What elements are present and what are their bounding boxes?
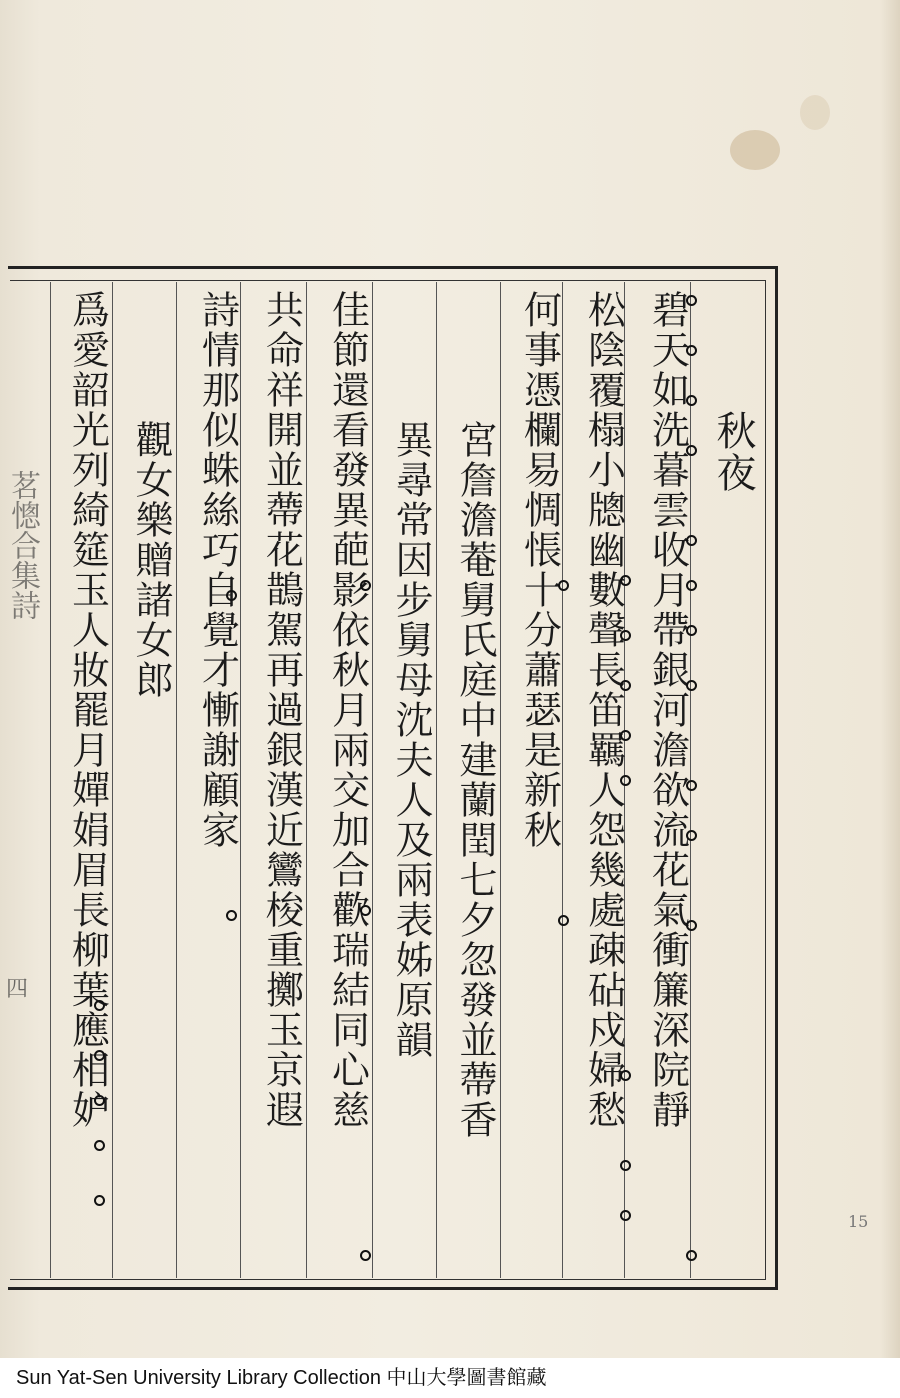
column-rule bbox=[112, 282, 113, 1278]
punctuation-mark bbox=[686, 395, 697, 406]
poem-line: 何事憑欄易惆悵十分蕭瑟是新秋 bbox=[517, 290, 562, 850]
column-rule bbox=[436, 282, 437, 1278]
poem-title: 宮詹澹菴舅氏庭中建蘭閏七夕忽發並蔕香 bbox=[453, 420, 497, 1140]
poem-line: 松陰覆榻小牕幽數聲長笛羈人怨幾處疎砧戍婦愁 bbox=[581, 290, 626, 1130]
poem-line: 共命祥開並蔕花鵲駕再過銀漢近鸞梭重擲玉京遐 bbox=[259, 290, 304, 1130]
punctuation-mark bbox=[686, 345, 697, 356]
punctuation-mark bbox=[686, 580, 697, 591]
punctuation-mark bbox=[94, 1140, 105, 1151]
punctuation-mark bbox=[686, 1250, 697, 1261]
column-rule bbox=[372, 282, 373, 1278]
punctuation-mark bbox=[226, 590, 237, 601]
folio-number: 四 bbox=[6, 977, 29, 1002]
punctuation-mark bbox=[620, 775, 631, 786]
poem-line: 佳節還看發異葩影依秋月兩交加合歡瑞結同心慈 bbox=[325, 290, 370, 1130]
column-rule bbox=[306, 282, 307, 1278]
punctuation-mark bbox=[620, 680, 631, 691]
punctuation-mark bbox=[686, 780, 697, 791]
column-rule bbox=[500, 282, 501, 1278]
punctuation-mark bbox=[686, 625, 697, 636]
column-rule bbox=[50, 282, 51, 1278]
punctuation-mark bbox=[620, 630, 631, 641]
column-rule bbox=[240, 282, 241, 1278]
punctuation-mark bbox=[686, 920, 697, 931]
spine-title: 茗憁合集詩 bbox=[5, 470, 40, 620]
punctuation-mark bbox=[686, 830, 697, 841]
punctuation-mark bbox=[620, 575, 631, 586]
punctuation-mark bbox=[226, 910, 237, 921]
column-rule bbox=[176, 282, 177, 1278]
pencil-note: 15 bbox=[848, 1212, 869, 1231]
punctuation-mark bbox=[620, 1070, 631, 1081]
column-rule bbox=[562, 282, 563, 1278]
poem-title: 秋夜 bbox=[710, 410, 756, 494]
punctuation-mark bbox=[686, 680, 697, 691]
punctuation-mark bbox=[360, 580, 371, 591]
stain bbox=[800, 95, 830, 130]
poem-line: 爲愛韶光列綺筵玉人妝罷月嬋娟眉長柳葉應相妒 bbox=[65, 290, 110, 1130]
collection-credit: Sun Yat-Sen University Library Collection 中山大學圖書館藏 bbox=[0, 1358, 900, 1398]
punctuation-mark bbox=[558, 580, 569, 591]
poem-subtitle: 異尋常因步舅母沈夫人及兩表姊原韻 bbox=[389, 420, 433, 1060]
poem-line: 碧天如洗暮雲收月帶銀河澹欲流花氣衝簾深院靜 bbox=[645, 290, 690, 1130]
punctuation-mark bbox=[94, 1000, 105, 1011]
punctuation-mark bbox=[686, 445, 697, 456]
punctuation-mark bbox=[686, 295, 697, 306]
poem-line: 詩情那似蛛絲巧自覺才慚謝顧家 bbox=[195, 290, 240, 850]
punctuation-mark bbox=[360, 1250, 371, 1261]
stain bbox=[730, 130, 780, 170]
punctuation-mark bbox=[558, 915, 569, 926]
punctuation-mark bbox=[620, 730, 631, 741]
punctuation-mark bbox=[94, 1050, 105, 1061]
punctuation-mark bbox=[686, 535, 697, 546]
poem-title: 觀女樂贈諸女郎 bbox=[129, 420, 173, 700]
punctuation-mark bbox=[94, 1195, 105, 1206]
punctuation-mark bbox=[620, 1160, 631, 1171]
punctuation-mark bbox=[620, 1210, 631, 1221]
punctuation-mark bbox=[94, 1095, 105, 1106]
punctuation-mark bbox=[360, 905, 371, 916]
